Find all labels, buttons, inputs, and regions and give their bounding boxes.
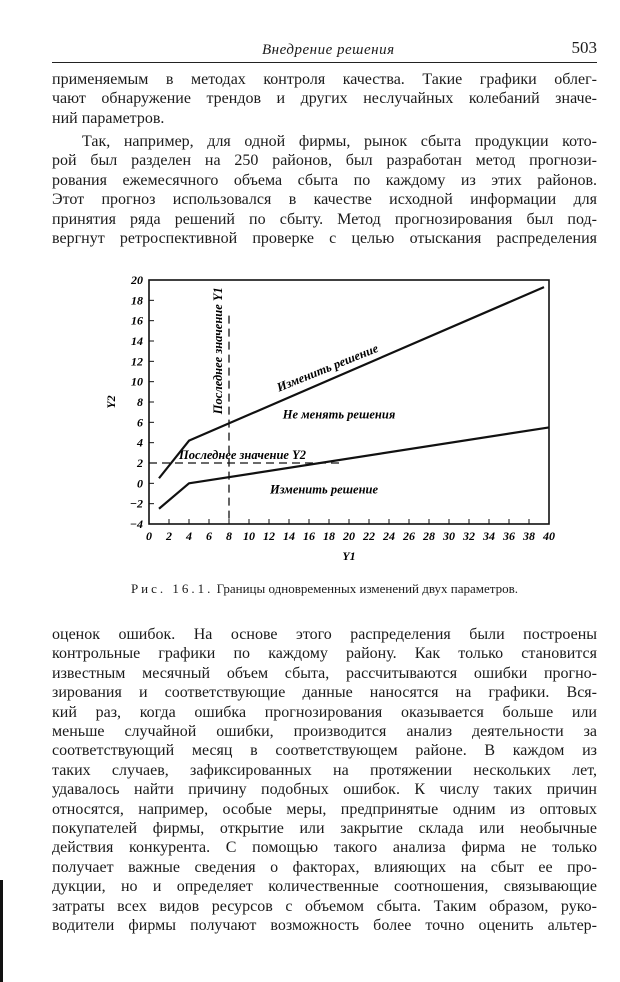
text-line: относятся, например, особые меры, предпринятые одним из оптовых bbox=[52, 800, 597, 818]
x-tick-label: 14 bbox=[283, 529, 295, 543]
x-tick-label: 8 bbox=[226, 529, 232, 543]
text-line: дукции, но и определяет количественные соотношения, связывающие bbox=[52, 878, 597, 896]
y-tick-label: 10 bbox=[131, 374, 143, 389]
running-head: Внедрение решения bbox=[262, 42, 395, 58]
text-line: Этот прогноз использовался в качестве исходной информации для bbox=[52, 191, 597, 209]
text-line: зирования и соответствующие данные наносятся на графики. Вся- bbox=[52, 684, 597, 702]
paragraph-1 bbox=[52, 70, 597, 128]
x-tick-label: 28 bbox=[423, 529, 435, 543]
y-axis-label: Y2 bbox=[104, 395, 118, 409]
caption-text: Границы одновременных изменений двух параметров. bbox=[216, 581, 519, 596]
text-line: покупателей фирмы, открытие или закрытие склада или необычные bbox=[52, 820, 597, 838]
x-tick-label: 10 bbox=[243, 529, 255, 543]
text-line: действия конкурента. С помощью такого анализа фирма не только bbox=[52, 839, 597, 857]
text-line: удавалось найти причину подобных ошибок. К числу таких причин bbox=[52, 781, 597, 799]
x-axis-label: Y1 bbox=[342, 549, 356, 563]
x-tick-label: 16 bbox=[303, 529, 315, 543]
x-tick-label: 18 bbox=[323, 529, 335, 543]
x-tick-label: 0 bbox=[146, 529, 152, 543]
x-tick-label: 36 bbox=[503, 529, 515, 543]
y-tick-label: −4 bbox=[129, 517, 143, 531]
text-line: получает важные сведения о факторах, влияющих на сбыт ее про- bbox=[52, 858, 597, 876]
text-line: затраты всех видов ресурсов с объемом сбыта. Таким образом, руко- bbox=[52, 897, 597, 915]
header-rule bbox=[52, 62, 597, 63]
y-tick-label: 20 bbox=[131, 273, 143, 287]
text-line: Так, например, для одной фирмы, рынок сбыта продукции кото- bbox=[82, 133, 597, 150]
figure-16-1 bbox=[100, 268, 570, 568]
text-line: применяемым в методах контроля качества. Такие графики облег- bbox=[52, 71, 597, 88]
chart-svg bbox=[100, 268, 570, 568]
text-line: рования ежемесячного объема сбыта по каждому из этих районов. bbox=[52, 171, 597, 189]
region-label-change-lower: Изменить решение bbox=[269, 482, 379, 497]
x-tick-label: 2 bbox=[166, 529, 172, 543]
text-line: чают обнаружение трендов и других неслучайных колебаний значе- bbox=[52, 90, 597, 108]
x-tick-label: 26 bbox=[403, 529, 415, 543]
x-tick-label: 38 bbox=[523, 529, 535, 543]
x-tick-label: 12 bbox=[263, 529, 275, 543]
figure-caption bbox=[52, 581, 597, 597]
x-tick-label: 24 bbox=[383, 529, 395, 543]
paragraph-3 bbox=[52, 625, 597, 936]
text-line: вергнут ретроспективной проверке с целью отыскания распределения bbox=[52, 230, 597, 248]
region-label-change-upper: Изменить решение bbox=[274, 341, 381, 395]
x-tick-label: 32 bbox=[463, 529, 475, 543]
caption-label: Рис. 16.1. bbox=[130, 581, 214, 596]
page-header bbox=[52, 38, 597, 62]
page-number: 503 bbox=[571, 38, 597, 57]
x-tick-label: 4 bbox=[186, 529, 192, 543]
y-tick-label: 12 bbox=[131, 354, 143, 369]
text-line: соответствующий месяц в соответствующем районе. В каждом из bbox=[52, 742, 597, 760]
y-tick-label: 2 bbox=[137, 456, 143, 470]
text-line: водители фирмы получают возможность более точно оценить альтер- bbox=[52, 917, 597, 935]
boundary-line bbox=[159, 427, 549, 508]
y-tick-label: 8 bbox=[137, 395, 143, 409]
x-tick-label: 6 bbox=[206, 529, 212, 543]
x-tick-label: 34 bbox=[483, 529, 495, 543]
x-tick-label: 20 bbox=[343, 529, 355, 543]
y-tick-label: 6 bbox=[137, 415, 143, 430]
text-line: принятия ряда решений по сбыту. Метод прогнозирования был под- bbox=[52, 210, 597, 228]
text-line: кий раз, когда ошибка прогнозирования оказывается больше или bbox=[52, 703, 597, 721]
x-tick-label: 30 bbox=[443, 529, 455, 543]
text-line: ний параметров. bbox=[52, 109, 165, 127]
text-line: известным месячный объем сбыта, рассчитываются ошибки прогно- bbox=[52, 664, 597, 682]
y-tick-label: 18 bbox=[131, 293, 143, 308]
paragraph-2 bbox=[52, 132, 597, 248]
y-tick-label: −2 bbox=[129, 496, 143, 511]
x-tick-label: 22 bbox=[363, 529, 375, 543]
text-line: меньше случайной ошибки, производится анализ деятельности за bbox=[52, 723, 597, 741]
text-line: контрольные графики по каждому району. Как только становится bbox=[52, 645, 597, 663]
region-label-no-change: Не менять решения bbox=[282, 407, 396, 422]
y-tick-label: 4 bbox=[137, 435, 143, 450]
text-line: оценок ошибок. На основе этого распределения были построены bbox=[52, 626, 597, 643]
text-line: таких случаев, зафиксированных на протяжении нескольких лет, bbox=[52, 761, 597, 779]
text-line: рой был разделен на 250 районов, был разработан метод прогнози- bbox=[52, 152, 597, 170]
y-tick-label: 14 bbox=[131, 334, 143, 348]
scan-edge-mark bbox=[0, 880, 3, 982]
y-tick-label: 16 bbox=[131, 313, 143, 328]
x-tick-label: 40 bbox=[543, 529, 555, 543]
y-tick-label: 0 bbox=[137, 476, 143, 491]
last-value-y2-label: Последнее значение Y2 bbox=[179, 448, 306, 462]
last-value-y1-label: Последнее значение Y1 bbox=[211, 287, 225, 415]
